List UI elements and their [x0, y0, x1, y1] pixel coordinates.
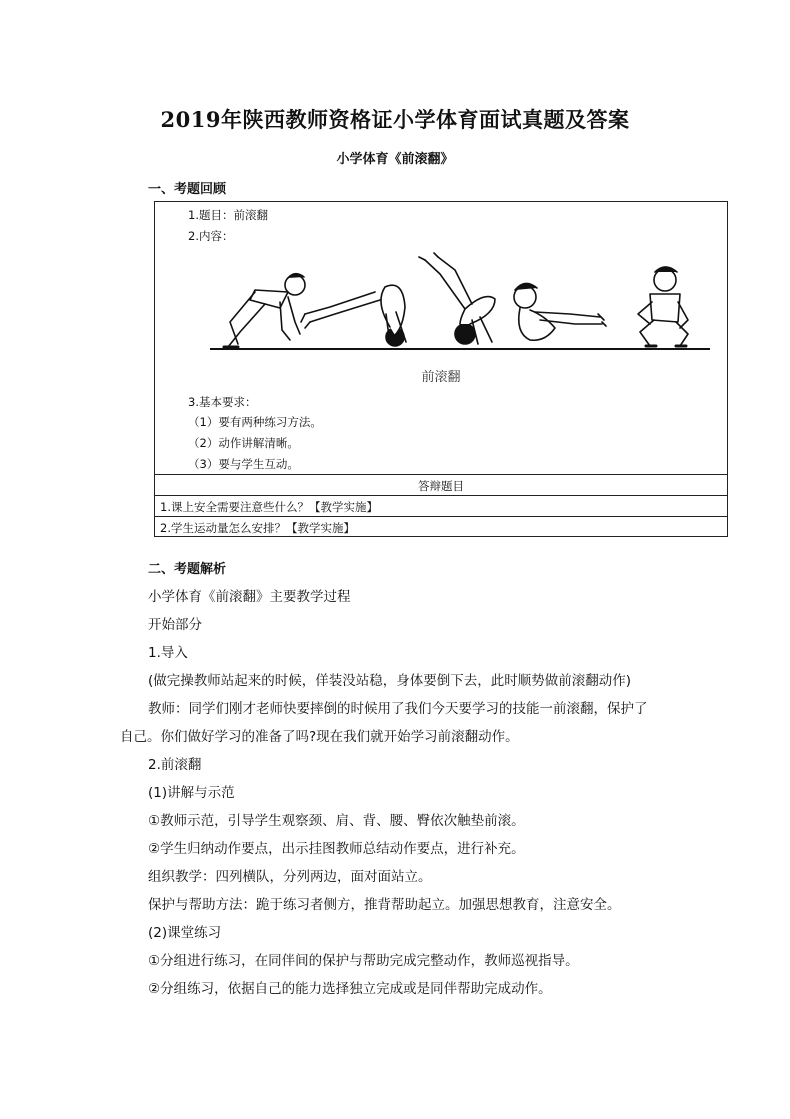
body-line: ②学生归纳动作要点，出示挂图教师总结动作要点，进行补充。 [148, 841, 525, 857]
qa-header: 答辩题目 [418, 479, 464, 493]
box-item-title: 1.题目：前滚翻 [188, 208, 268, 222]
section2-heading: 二、考题解析 [148, 562, 227, 577]
body-line: (2)课堂练习 [148, 925, 222, 941]
box-item-requirements: 3.基本要求： [188, 395, 257, 409]
qa-question-1: 1.课上安全需要注意些什么？【教学实施】 [160, 500, 378, 514]
figure-legs-up [419, 253, 495, 344]
divider-bottom [155, 516, 727, 517]
body-line: ①教师示范，引导学生观察颈、肩、背、腰、臀依次触垫前滚。 [148, 813, 525, 829]
body-line: ②分组练习，依据自己的能力选择独立完成或是同伴帮助完成动作。 [148, 981, 552, 997]
body-line: 1.导入 [148, 645, 188, 661]
body-line: (做完操教师站起来的时候，佯装没站稳，身体要倒下去，此时顺势做前滚翻动作) [148, 673, 632, 689]
requirement-2: （2）动作讲解清晰。 [188, 436, 299, 450]
body-line: 教师：同学们刚才老师快要摔倒的时候用了我们今天要学习的技能一前滚翻，保护了 [148, 701, 648, 717]
body-line: 小学体育《前滚翻》主要教学过程 [148, 589, 351, 605]
section1-heading: 一、考题回顾 [148, 182, 227, 197]
illustration-caption: 前滚翻 [421, 370, 461, 385]
figure-squat-up [638, 267, 688, 346]
figure-squat-reach [224, 274, 305, 347]
document-subtitle: 小学体育《前滚翻》 [336, 152, 454, 167]
figure-tuck-sit [514, 283, 606, 340]
question-box [154, 201, 728, 537]
requirement-1: （1）要有两种练习方法。 [188, 415, 322, 429]
requirement-3: （3）要与学生互动。 [188, 457, 299, 471]
body-line: (1)讲解与示范 [148, 785, 235, 801]
figure-head-tuck [301, 285, 406, 346]
body-line: ①分组进行练习，在同伴间的保护与帮助完成完整动作，教师巡视指导。 [148, 953, 579, 969]
qa-question-2: 2.学生运动量怎么安排？【教学实施】 [160, 521, 355, 535]
body-line: 自己。你们做好学习的准备了吗?现在我们就开始学习前滚翻动作。 [120, 729, 519, 745]
body-line: 组织教学：四列横队，分列两边，面对面站立。 [148, 869, 432, 885]
body-line: 开始部分 [148, 617, 202, 633]
body-line: 2.前滚翻 [148, 757, 202, 773]
divider-top [155, 474, 727, 475]
box-item-content: 2.内容： [188, 229, 234, 243]
divider-mid [155, 495, 727, 496]
document-title: 2019年陕西教师资格证小学体育面试真题及答案 [160, 107, 630, 132]
body-line: 保护与帮助方法：跪于练习者侧方，推背帮助起立。加强思想教育，注意安全。 [148, 897, 621, 913]
